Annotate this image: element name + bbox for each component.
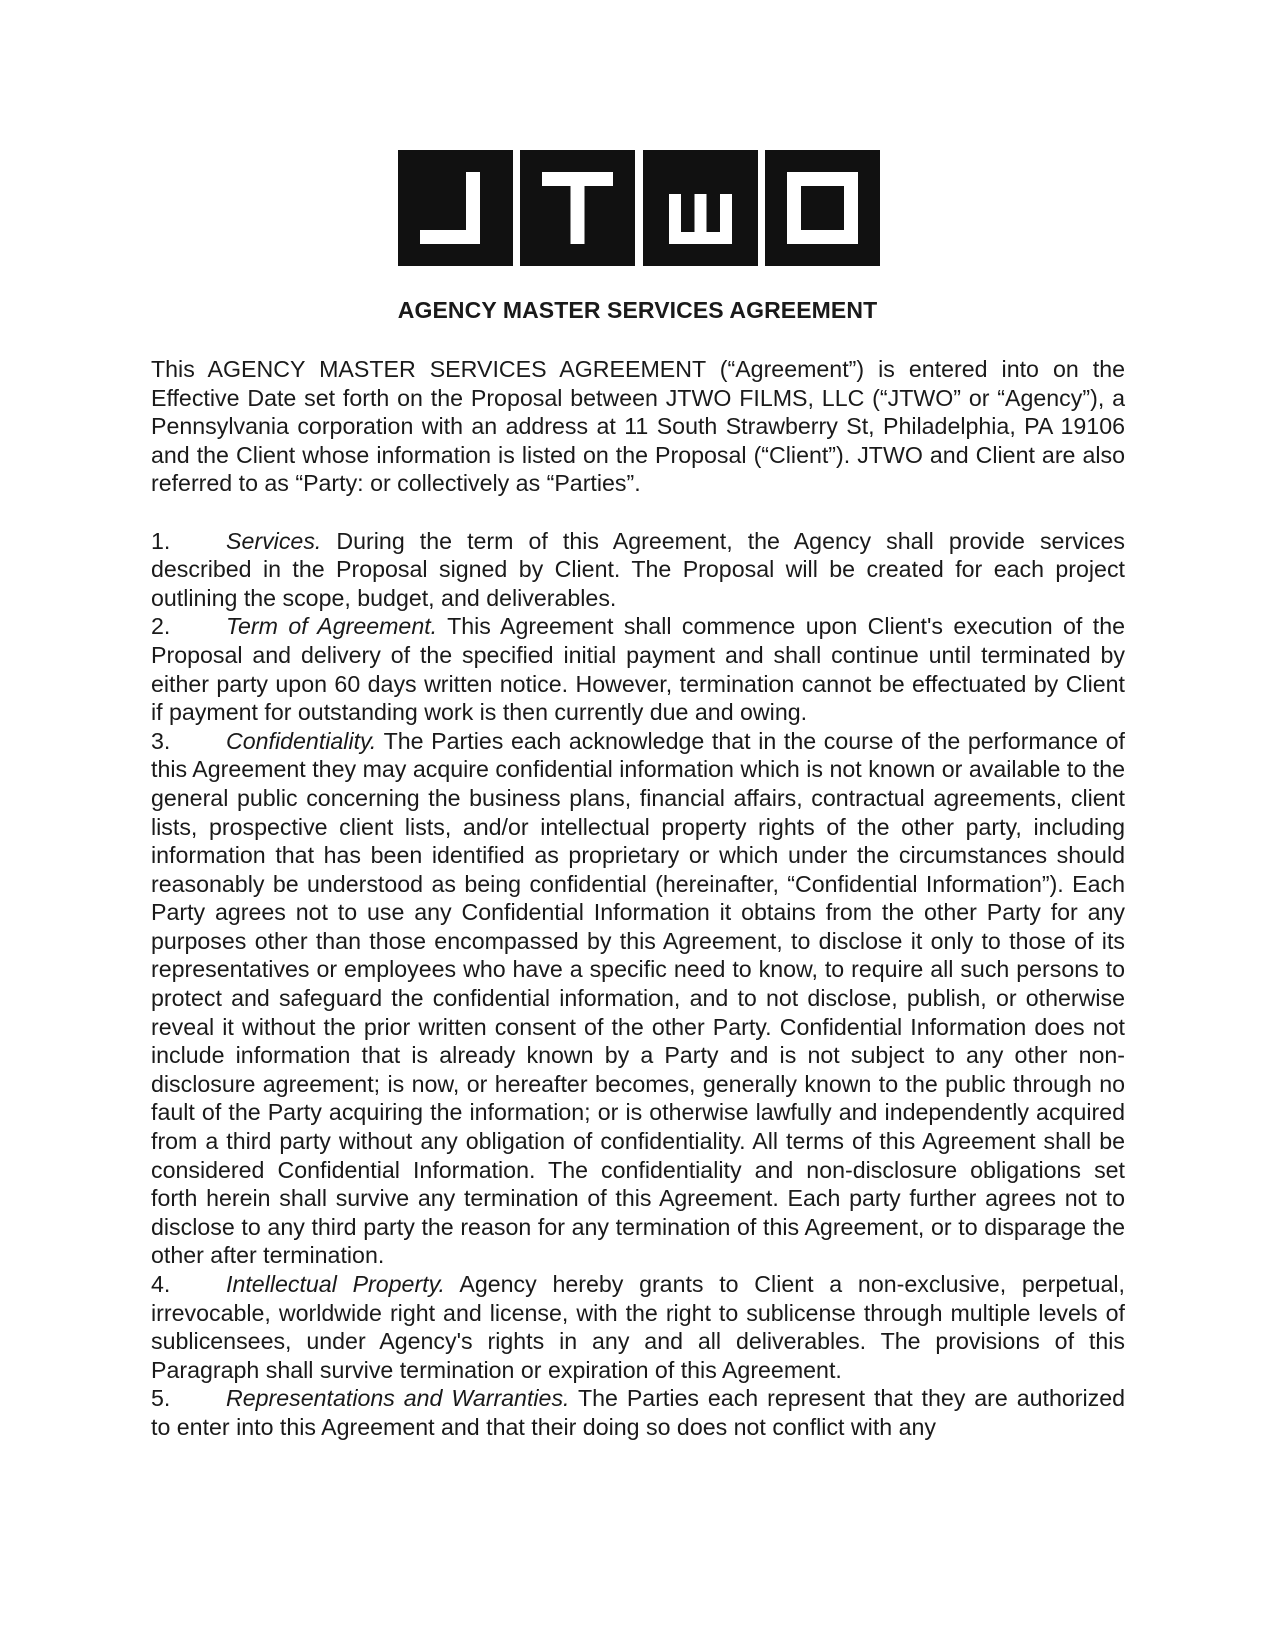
section-text: This Agreement shall commence upon Client's execution of the Proposal and delivery of the specified initial payment and shall continue until terminated by either party upon 60 days written notice. However, termination cannot be effectuated by Client if payment for outstanding work is then currently due and owing.: [151, 613, 1125, 726]
section-heading: Term of Agreement.: [226, 613, 438, 640]
section-confidentiality: [151, 727, 1125, 1270]
section-number: 5.: [151, 1385, 171, 1412]
section-text: During the term of this Agreement, the Agency shall provide services described in the Proposal signed by Client. The Proposal will be created for each project outlining the scope, budget, and deliverables.: [151, 527, 1125, 611]
section-number: 2.: [151, 613, 171, 640]
section-text: The Parties each acknowledge that in the course of the performance of this Agreement they may acquire confidential information which is not known or available to the general public concerning the business plans, financial affairs, contractual agreements, client lists, prospective client lists, and/or intellectual property rights of the other party, including information that has been identified as proprietary or which under the circumstances should reasonably be understood as being confidential (hereinafter, “Confidential Information”). Each Party agrees not to use any Confidential Information it obtains from the other Party for any purposes other than those encompassed by this Agreement, to disclose it only to those of its representatives or employees who have a specific need to know, to require all such persons to protect and safeguard the confidential information, and to not disclose, publish, or otherwise reveal it without the prior written consent of the other Party. Confidential Information does not include information that is already known by a Party and is not subject to any other non-disclosure agreement; is now, or hereafter becomes, generally known to the public through no fault of the Party acquiring the information; or is otherwise lawfully and independently acquired from a third party without any obligation of confidentiality. All terms of this Agreement shall be considered Confidential Information. The confidentiality and non-disclosure obligations set forth herein shall survive any termination of this Agreement. Each party further agrees not to disclose to any third party the reason for any termination of this Agreement, or to disparage the other after termination.: [151, 727, 1125, 1269]
section-heading: Confidentiality.: [226, 727, 377, 754]
section-text: Agency hereby grants to Client a non-exclusive, perpetual, irrevocable, worldwide right and license, with the right to sublicense through multiple levels of sublicensees, under Agency's rights in any and all deliverables. The provisions of this Paragraph shall survive termination or expiration of this Agreement.: [151, 1271, 1125, 1383]
agreement-body: [151, 355, 1125, 1442]
logo-letter-o: [765, 150, 880, 266]
section-representations: [151, 1384, 1125, 1441]
section-number: 1.: [151, 527, 171, 554]
section-intellectual-property: [151, 1270, 1125, 1384]
document-title: AGENCY MASTER SERVICES AGREEMENT: [397, 297, 878, 323]
section-text: The Parties each represent that they are authorized to enter into this Agreement and that their doing so does not conflict with any: [151, 1385, 1125, 1440]
section-term: [151, 612, 1125, 726]
section-heading: Representations and Warranties.: [226, 1385, 570, 1412]
section-heading: Intellectual Property.: [226, 1271, 445, 1297]
section-number: 4.: [151, 1271, 171, 1297]
intro-paragraph: This AGENCY MASTER SERVICES AGREEMENT (“Agreement”) is entered into on the Effective Date set forth on the Proposal between JTWO FILMS, LLC (“JTWO” or “Agency”), a Pennsylvania corporation with an address at 11 South Strawberry St, Philadelphia, PA 19106 and the Client whose information is listed on the Proposal (“Client”). JTWO and Client are also referred to as “Party: or collectively as “Parties”.: [151, 356, 1125, 497]
logo-letter-j: [398, 150, 513, 266]
section-number: 3.: [151, 727, 171, 754]
section-heading: Services.: [226, 527, 322, 554]
section-services: [151, 527, 1125, 613]
jtwo-logo: [398, 150, 880, 266]
logo-letter-t: [520, 150, 635, 266]
logo-letter-w: [643, 150, 758, 266]
